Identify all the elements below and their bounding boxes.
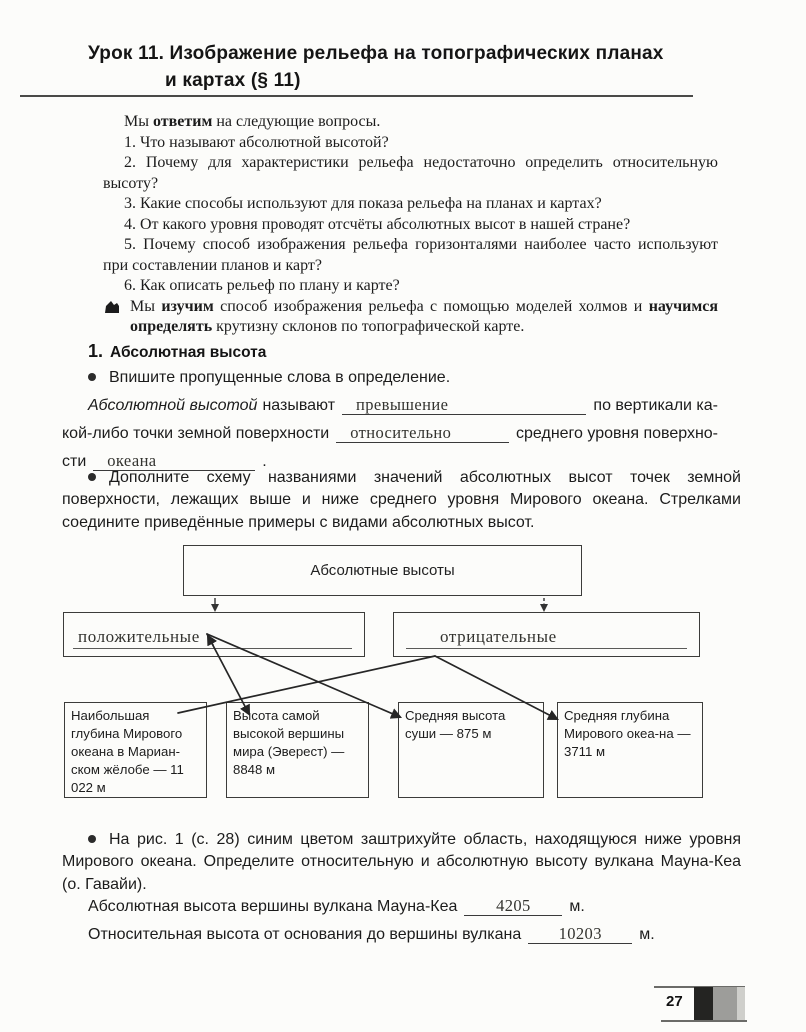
- fill-line: [73, 648, 352, 649]
- study-paragraph: Мы изучим способ изображения рельефа с помощью моделей холмов и научимся определять крутизну склонов по топографической карте.: [103, 297, 718, 338]
- handwritten-answer: океана: [107, 451, 157, 470]
- question-item: 3. Какие способы используют для показа рельефа на планах и картах?: [124, 195, 602, 212]
- handwritten-answer: 4205: [496, 896, 531, 915]
- scheme-category-positive: [63, 612, 365, 657]
- scheme-root-box: Абсолютные высоты: [183, 545, 582, 596]
- handwritten-answer: положительные: [78, 627, 200, 646]
- title-rule: [20, 95, 693, 97]
- fill-blank: [528, 925, 632, 944]
- lead-paragraph: Мы ответим на следующие вопросы.: [124, 113, 381, 130]
- intro-block: [103, 112, 718, 338]
- section-number: 1.: [88, 341, 104, 361]
- page-title: [88, 40, 736, 94]
- printed-arrow-left: [211, 598, 219, 612]
- definition-block: [62, 392, 718, 476]
- footer-gray-block: [713, 987, 737, 1021]
- question-item: 5. Почему способ изображения рельефа горизонталями наиболее часто используют при составлении планов и карт?: [103, 236, 718, 274]
- definition-term: Абсолютной высотой: [88, 397, 258, 414]
- footer-fade-block: [737, 987, 745, 1021]
- example-box-mariana-trench: Наибольшая глубина Мирового океана в Мариан-ском жёлобе — 11 022 м: [64, 702, 207, 798]
- title-line-1: Урок 11. Изображение рельефа на топографических планах: [88, 43, 664, 64]
- title-line-2: и картах (§ 11): [165, 70, 301, 91]
- fill-line: [406, 648, 687, 649]
- printed-arrow-right: [540, 598, 548, 612]
- absolute-height-answer-line: Абсолютная высота вершины вулкана Мауна-Кеа 4205 м.: [88, 896, 585, 915]
- question-item: 1. Что называют абсолютной высотой?: [124, 133, 389, 151]
- fill-blank: [336, 424, 509, 443]
- footer-black-block: [694, 987, 713, 1021]
- scheme-category-negative: [393, 612, 700, 657]
- definition-line-1: Абсолютной высотой называют превышение по вертикали ка-: [88, 395, 718, 414]
- fill-blank: [342, 396, 586, 415]
- example-box-mean-ocean-depth: Средняя глубина Мирового океа-на — 3711 м: [557, 702, 703, 798]
- page-number: 27: [666, 993, 683, 1010]
- handwritten-answer: превышение: [356, 395, 449, 414]
- question-item: 6. Как описать рельеф по плану и карте?: [124, 277, 400, 294]
- question-item: 2. Почему для характеристики рельефа недостаточно определить относительную высоту?: [103, 154, 718, 192]
- handwritten-answer: 10203: [558, 924, 602, 943]
- bookmark-icon: [105, 300, 120, 314]
- task-fill-definition: Впишите пропущенные слова в определение.: [88, 367, 728, 389]
- question-item: 4. От какого уровня проводят отсчёты абсолютных высот в нашей стране?: [124, 215, 631, 233]
- bullet-icon: [88, 473, 96, 481]
- definition-line-3: сти океана .: [62, 451, 267, 470]
- section-heading: 1. Абсолютная высота: [88, 341, 267, 361]
- bullet-icon: [88, 373, 96, 381]
- bullet-icon: [88, 835, 96, 843]
- task-complete-scheme: Дополните схему названиями значений абсолютных высот точек земной поверхности, лежащих выше и ниже среднего уровня Мирового океана. Стрелками соедините приведённые примеры с видами абсолютных высот.: [62, 469, 741, 531]
- example-box-mean-land-height: Средняя высота суши — 875 м: [398, 702, 544, 798]
- handwritten-answer: относительно: [350, 423, 452, 442]
- handwritten-answer: отрицательные: [440, 627, 557, 646]
- definition-line-2: кой-либо точки земной поверхности относительно среднего уровня поверхно-: [62, 423, 718, 442]
- example-box-everest: Высота самой высокой вершины мира (Эверест) — 8848 м: [226, 702, 369, 798]
- page-footer: [654, 986, 764, 1022]
- task-figure-shading: На рис. 1 (с. 28) синим цветом заштрихуйте область, находящуюся ниже уровня Мирового океана. Определите относительную и абсолютную высоту вулкана Мауна-Кеа (о. Гавайи).: [62, 831, 741, 893]
- relative-height-answer-line: Относительная высота от основания до вершины вулкана 10203 м.: [88, 924, 655, 943]
- lesson-label: Урок 11.: [88, 43, 165, 64]
- footer-rule-bottom: [661, 1020, 747, 1022]
- fill-blank: [464, 897, 562, 916]
